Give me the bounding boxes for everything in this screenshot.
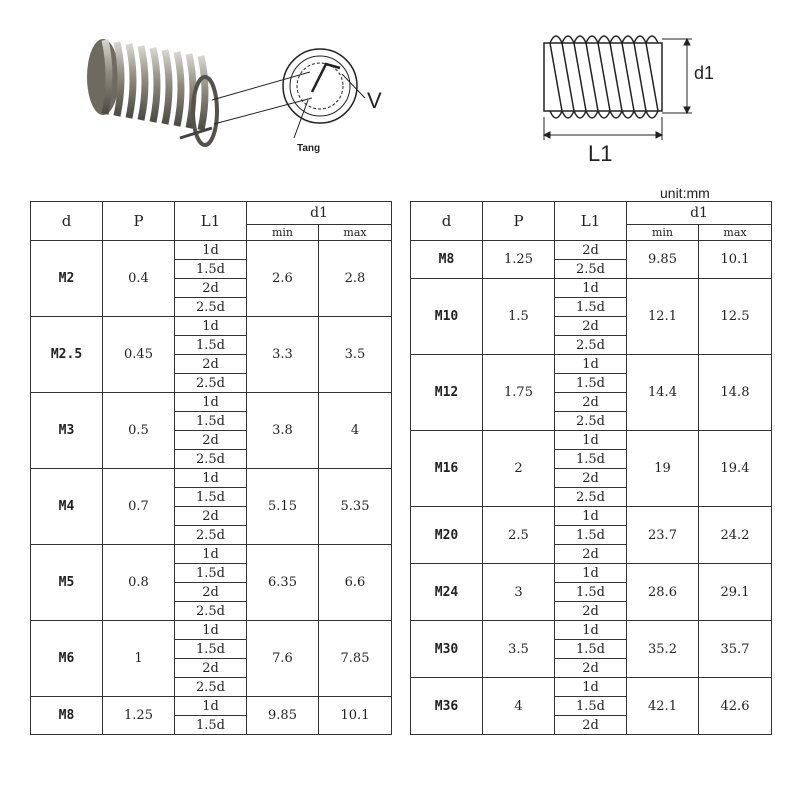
length-cell: 2d bbox=[555, 659, 627, 678]
table-row bbox=[31, 317, 392, 336]
table-row bbox=[31, 469, 392, 488]
length-cell: 1.5d bbox=[555, 697, 627, 716]
right-table-body bbox=[411, 241, 772, 735]
length-cell: 1.5d bbox=[555, 526, 627, 545]
d1-max-cell: 6.6 bbox=[319, 545, 392, 621]
length-cell: 2d bbox=[175, 431, 247, 450]
thread-size-cell: M5 bbox=[31, 545, 103, 621]
pitch-cell: 0.8 bbox=[103, 545, 175, 621]
length-cell: 1d bbox=[555, 431, 627, 450]
length-cell: 1d bbox=[175, 621, 247, 640]
length-cell: 2d bbox=[175, 583, 247, 602]
l1-dimension-label: L1 bbox=[588, 141, 613, 166]
pitch-cell: 1.25 bbox=[103, 697, 175, 735]
header-max: max bbox=[699, 225, 772, 241]
header-p: P bbox=[483, 202, 555, 241]
thread-size-cell: M4 bbox=[31, 469, 103, 545]
pitch-cell: 3 bbox=[483, 564, 555, 621]
length-cell: 1d bbox=[555, 355, 627, 374]
table-row bbox=[31, 621, 392, 640]
header-min: min bbox=[627, 225, 699, 241]
header-d: d bbox=[411, 202, 483, 241]
thread-size-cell: M8 bbox=[411, 241, 483, 279]
table-row bbox=[411, 621, 772, 640]
pitch-cell: 0.5 bbox=[103, 393, 175, 469]
table-row bbox=[411, 279, 772, 298]
length-cell: 1.5d bbox=[175, 488, 247, 507]
d1-max-cell: 4 bbox=[319, 393, 392, 469]
length-cell: 1.5d bbox=[555, 298, 627, 317]
pitch-cell: 0.45 bbox=[103, 317, 175, 393]
length-cell: 2d bbox=[555, 241, 627, 260]
thread-size-cell: M2.5 bbox=[31, 317, 103, 393]
d1-max-cell: 42.6 bbox=[699, 678, 772, 735]
pitch-cell: 4 bbox=[483, 678, 555, 735]
pitch-cell: 3.5 bbox=[483, 621, 555, 678]
pitch-cell: 1.25 bbox=[483, 241, 555, 279]
length-cell: 2.5d bbox=[175, 602, 247, 621]
d1-max-cell: 24.2 bbox=[699, 507, 772, 564]
header-d1: d1 bbox=[627, 202, 772, 225]
d1-min-cell: 42.1 bbox=[627, 678, 699, 735]
d1-max-cell: 3.5 bbox=[319, 317, 392, 393]
d1-max-cell: 10.1 bbox=[319, 697, 392, 735]
length-cell: 1.5d bbox=[175, 640, 247, 659]
table-row bbox=[31, 545, 392, 564]
length-cell: 1d bbox=[175, 317, 247, 336]
length-cell: 1.5d bbox=[175, 716, 247, 735]
insert-photo-figure bbox=[80, 20, 400, 170]
thread-size-cell: M16 bbox=[411, 431, 483, 507]
thread-size-cell: M36 bbox=[411, 678, 483, 735]
length-cell: 1.5d bbox=[175, 564, 247, 583]
header-p: P bbox=[103, 202, 175, 241]
pitch-cell: 0.4 bbox=[103, 241, 175, 317]
length-cell: 2d bbox=[175, 355, 247, 374]
table-row bbox=[411, 507, 772, 526]
unit-label: unit:mm bbox=[660, 185, 710, 201]
right-table-header bbox=[411, 202, 772, 241]
length-cell: 1.5d bbox=[175, 336, 247, 355]
length-cell: 2.5d bbox=[175, 374, 247, 393]
length-cell: 2d bbox=[555, 545, 627, 564]
length-cell: 2.5d bbox=[175, 450, 247, 469]
table-row bbox=[31, 241, 392, 260]
length-cell: 2d bbox=[555, 602, 627, 621]
d1-max-cell: 5.35 bbox=[319, 469, 392, 545]
pitch-cell: 0.7 bbox=[103, 469, 175, 545]
d1-min-cell: 2.6 bbox=[247, 241, 319, 317]
thread-size-cell: M24 bbox=[411, 564, 483, 621]
thread-size-cell: M10 bbox=[411, 279, 483, 355]
length-cell: 2.5d bbox=[175, 678, 247, 697]
length-cell: 2d bbox=[555, 393, 627, 412]
header-max: max bbox=[319, 225, 392, 241]
d1-min-cell: 9.85 bbox=[627, 241, 699, 279]
pitch-cell: 1 bbox=[103, 621, 175, 697]
length-cell: 2.5d bbox=[175, 526, 247, 545]
d1-min-cell: 3.3 bbox=[247, 317, 319, 393]
thread-size-cell: M30 bbox=[411, 621, 483, 678]
d1-min-cell: 9.85 bbox=[247, 697, 319, 735]
left-spec-table bbox=[30, 201, 392, 735]
header-l1: L1 bbox=[555, 202, 627, 241]
length-cell: 1d bbox=[555, 279, 627, 298]
thread-size-cell: M20 bbox=[411, 507, 483, 564]
insert-dimension-figure bbox=[530, 25, 730, 175]
length-cell: 1.5d bbox=[555, 640, 627, 659]
thread-size-cell: M3 bbox=[31, 393, 103, 469]
d1-min-cell: 7.6 bbox=[247, 621, 319, 697]
d1-max-cell: 7.85 bbox=[319, 621, 392, 697]
length-cell: 1d bbox=[175, 469, 247, 488]
d1-max-cell: 35.7 bbox=[699, 621, 772, 678]
table-row bbox=[31, 393, 392, 412]
length-cell: 1d bbox=[555, 621, 627, 640]
length-cell: 2d bbox=[555, 317, 627, 336]
length-cell: 1d bbox=[555, 678, 627, 697]
length-cell: 2.5d bbox=[555, 260, 627, 279]
d1-min-cell: 35.2 bbox=[627, 621, 699, 678]
length-cell: 1d bbox=[555, 507, 627, 526]
v-label: V bbox=[367, 88, 382, 113]
header-min: min bbox=[247, 225, 319, 241]
table-row bbox=[411, 678, 772, 697]
thread-size-cell: M6 bbox=[31, 621, 103, 697]
d1-min-cell: 6.35 bbox=[247, 545, 319, 621]
table-row bbox=[411, 355, 772, 374]
length-cell: 1.5d bbox=[555, 374, 627, 393]
d1-min-cell: 12.1 bbox=[627, 279, 699, 355]
coil-insert-illustration bbox=[87, 39, 217, 145]
insert-end-view-diagram bbox=[212, 49, 365, 138]
header-l1: L1 bbox=[175, 202, 247, 241]
d1-dimension-label: d1 bbox=[694, 63, 715, 83]
d1-max-cell: 14.8 bbox=[699, 355, 772, 431]
length-cell: 1.5d bbox=[555, 450, 627, 469]
length-cell: 2d bbox=[175, 279, 247, 298]
length-cell: 2.5d bbox=[555, 336, 627, 355]
pitch-cell: 2 bbox=[483, 431, 555, 507]
length-cell: 2d bbox=[555, 716, 627, 735]
right-spec-table bbox=[410, 201, 772, 735]
length-cell: 1d bbox=[175, 697, 247, 716]
d1-max-cell: 10.1 bbox=[699, 241, 772, 279]
pitch-cell: 2.5 bbox=[483, 507, 555, 564]
length-cell: 1.5d bbox=[175, 412, 247, 431]
thread-size-cell: M8 bbox=[31, 697, 103, 735]
d1-min-cell: 5.15 bbox=[247, 469, 319, 545]
length-cell: 1d bbox=[175, 241, 247, 260]
header-d: d bbox=[31, 202, 103, 241]
d1-max-cell: 19.4 bbox=[699, 431, 772, 507]
pitch-cell: 1.75 bbox=[483, 355, 555, 431]
d1-max-cell: 29.1 bbox=[699, 564, 772, 621]
length-cell: 2.5d bbox=[555, 412, 627, 431]
pitch-cell: 1.5 bbox=[483, 279, 555, 355]
length-cell: 1.5d bbox=[175, 260, 247, 279]
d1-min-cell: 23.7 bbox=[627, 507, 699, 564]
header-d1: d1 bbox=[247, 202, 392, 225]
d1-min-cell: 19 bbox=[627, 431, 699, 507]
length-cell: 1d bbox=[175, 545, 247, 564]
length-cell: 1.5d bbox=[555, 583, 627, 602]
d1-min-cell: 14.4 bbox=[627, 355, 699, 431]
table-row bbox=[411, 564, 772, 583]
left-table-header bbox=[31, 202, 392, 241]
coil-side-view bbox=[544, 36, 662, 118]
length-cell: 2d bbox=[175, 659, 247, 678]
thread-size-cell: M12 bbox=[411, 355, 483, 431]
d1-max-cell: 12.5 bbox=[699, 279, 772, 355]
length-cell: 2d bbox=[555, 469, 627, 488]
length-cell: 1d bbox=[555, 564, 627, 583]
length-cell: 2.5d bbox=[175, 298, 247, 317]
thread-size-cell: M2 bbox=[31, 241, 103, 317]
length-cell: 2.5d bbox=[555, 488, 627, 507]
tang-label: Tang bbox=[297, 143, 321, 154]
length-cell: 2d bbox=[175, 507, 247, 526]
left-table-body bbox=[31, 241, 392, 735]
length-cell: 1d bbox=[175, 393, 247, 412]
d1-min-cell: 3.8 bbox=[247, 393, 319, 469]
d1-min-cell: 28.6 bbox=[627, 564, 699, 621]
table-row bbox=[31, 697, 392, 716]
table-row bbox=[411, 431, 772, 450]
d1-max-cell: 2.8 bbox=[319, 241, 392, 317]
table-row bbox=[411, 241, 772, 260]
